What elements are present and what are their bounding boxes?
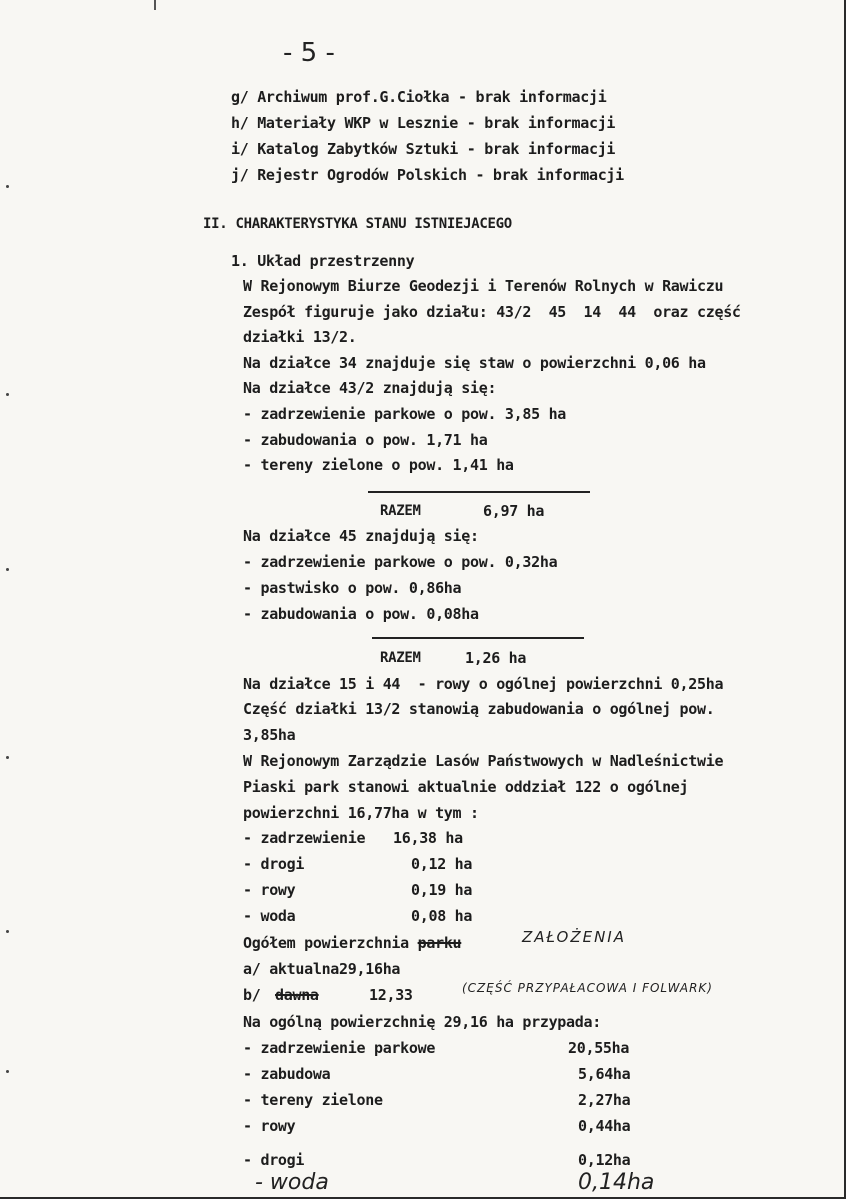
forest-item-label: - drogi (243, 855, 305, 873)
margin-dot (6, 1070, 9, 1073)
total-value: 1,26 ha (465, 649, 527, 667)
text-line: Część działki 13/2 stanowią zabudowania o ogólnej pow. (243, 700, 715, 718)
total-area-line (243, 934, 461, 952)
forest-item-label: - zadrzewienie (243, 829, 366, 847)
text-line: W Rejonowym Biurze Geodezji i Terenów Rolnych w Rawiczu (243, 277, 724, 295)
forest-item-value: 0,08 ha (411, 907, 473, 925)
forest-item-value: 16,38 ha (393, 829, 463, 847)
forest-item-label: - woda (243, 907, 296, 925)
forest-item-value: 0,19 ha (411, 881, 473, 899)
list-item: - zabudowania o pow. 1,71 ha (243, 431, 488, 449)
margin-dot (6, 756, 9, 759)
breakdown-label: - tereny zielone (243, 1091, 383, 1109)
list-item: - zabudowania o pow. 0,08ha (243, 605, 479, 623)
text-line: Na działce 45 znajdują się: (243, 527, 479, 545)
source-line: i/ Katalog Zabytków Sztuki - brak informacji (231, 140, 616, 158)
struck-word: parku (417, 934, 462, 952)
list-item: - pastwisko o pow. 0,86ha (243, 579, 462, 597)
breakdown-value: 0,44ha (578, 1117, 631, 1135)
text-line: 3,85ha (243, 726, 296, 744)
text-line: Na działce 43/2 znajdują się: (243, 379, 497, 397)
source-line: g/ Archiwum prof.G.Ciołka - brak informacji (231, 88, 607, 106)
sum-rule (368, 491, 590, 493)
forest-item-label: - rowy (243, 881, 296, 899)
breakdown-label: - rowy (243, 1117, 296, 1135)
text-line: Na ogólną powierzchnię 29,16 ha przypada: (243, 1013, 601, 1031)
text-line: powierzchni 16,77ha w tym : (243, 804, 479, 822)
subsection-heading: 1. Układ przestrzenny (231, 252, 415, 270)
text-line: W Rejonowym Zarządzie Lasów Państwowych w Nadleśnictwie (243, 752, 724, 770)
text-line: działki 13/2. (243, 328, 357, 346)
breakdown-value: 0,12ha (578, 1151, 631, 1169)
scan-mark (154, 0, 156, 10)
breakdown-value: 2,27ha (578, 1091, 631, 1109)
margin-dot (6, 568, 9, 571)
text-line: Zespół figuruje jako działu: 43/2 45 14 44 oraz część (243, 303, 741, 321)
breakdown-value: 5,64ha (578, 1065, 631, 1083)
margin-dot (6, 185, 9, 188)
margin-dot (6, 930, 9, 933)
total-label: RAZEM (380, 650, 421, 666)
breakdown-label: - drogi (243, 1151, 305, 1169)
struck-word: dawna (275, 986, 319, 1004)
text-line: a/ aktualna29,16ha (243, 960, 401, 978)
text-line: Na działce 15 i 44 - rowy o ogólnej powierzchni 0,25ha (243, 675, 724, 693)
line-b-prefix: b/ (243, 986, 261, 1004)
handwritten-annotation: ZAŁOŻENIA (522, 928, 626, 946)
section-heading: II. CHARAKTERYSTYKA STANU ISTNIEJACEGO (203, 216, 512, 232)
handwritten-annotation: (CZĘŚĆ PRZYPAŁACOWA I FOLWARK) (462, 981, 713, 995)
source-line: h/ Materiały WKP w Lesznie - brak informacji (231, 114, 616, 132)
list-item: - zadrzewienie parkowe o pow. 3,85 ha (243, 405, 567, 423)
total-label: RAZEM (380, 503, 421, 519)
forest-item-value: 0,12 ha (411, 855, 473, 873)
source-line: j/ Rejestr Ogrodów Polskich - brak informacji (231, 166, 624, 184)
total-area-prefix: Ogółem powierzchnia (243, 934, 409, 952)
list-item: - tereny zielone o pow. 1,41 ha (243, 456, 514, 474)
breakdown-label: - zadrzewienie parkowe (243, 1039, 436, 1057)
sum-rule (372, 637, 584, 639)
breakdown-label: - zabudowa (243, 1065, 331, 1083)
list-item: - zadrzewienie parkowe o pow. 0,32ha (243, 553, 558, 571)
handwritten-label: - woda (255, 1170, 329, 1195)
line-b-value: 12,33 (369, 986, 413, 1004)
breakdown-value: 20,55ha (568, 1039, 630, 1057)
margin-dot (6, 393, 9, 396)
text-line: Na działce 34 znajduje się staw o powierzchni 0,06 ha (243, 354, 706, 372)
handwritten-value: 0,14ha (578, 1170, 655, 1195)
total-value: 6,97 ha (483, 502, 545, 520)
page-number: - 5 - (283, 38, 335, 68)
text-line: Piaski park stanowi aktualnie oddział 122 o ogólnej (243, 778, 689, 796)
